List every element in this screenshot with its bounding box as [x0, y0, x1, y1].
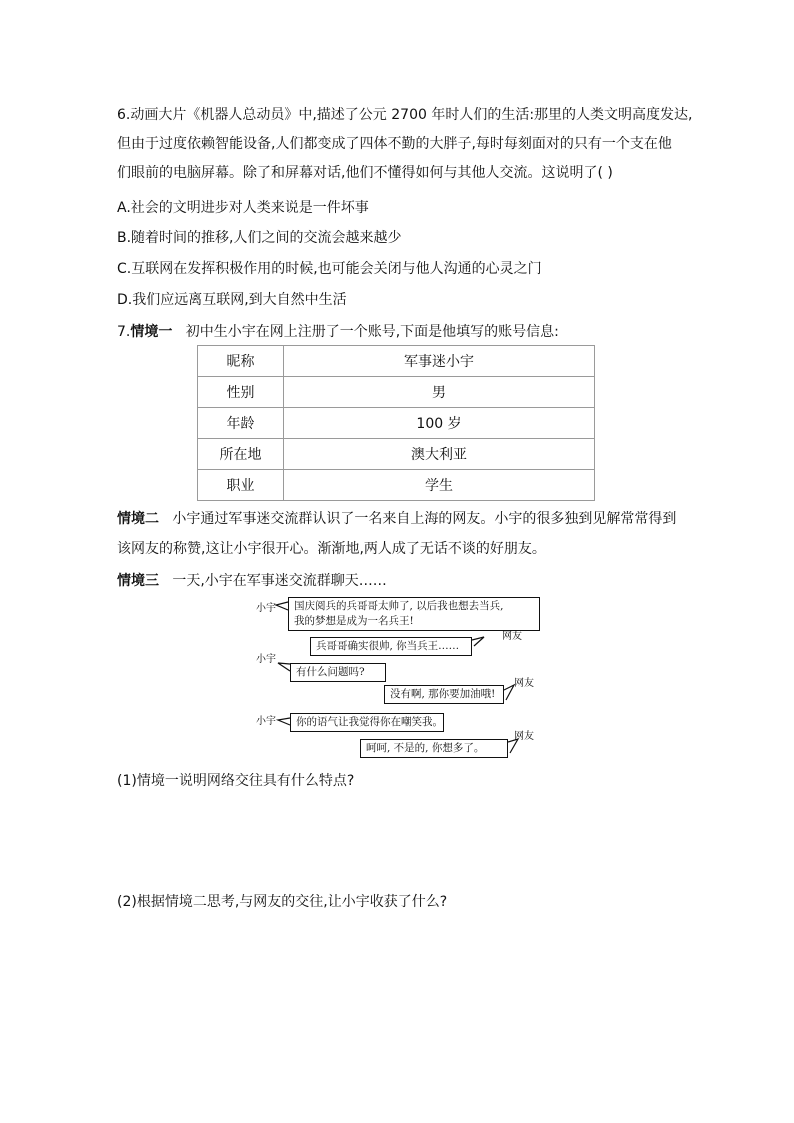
- q7-scenario-2-line-1: [117, 510, 676, 528]
- chat-message-line: 我的梦想是成为一名兵王!: [294, 615, 414, 627]
- chat-message: 你的语气让我觉得你在嘲笑我。: [290, 713, 444, 732]
- q7-number: 7.: [117, 324, 131, 340]
- table-value: 澳大利亚: [284, 439, 595, 470]
- account-info-table: [197, 345, 595, 501]
- table-row: [198, 470, 595, 501]
- chat-illustration: [254, 597, 544, 763]
- q6-option-a: A.社会的文明进步对人类来说是一件坏事: [117, 200, 369, 216]
- scenario-1-label: 情境一: [130, 324, 173, 340]
- q6-option-c: C.互联网在发挥积极作用的时候,也可能会关闭与他人沟通的心灵之门: [117, 261, 542, 277]
- scenario-3-text: 一天,小宇在军事迷交流群聊天……: [172, 573, 387, 589]
- table-key: 昵称: [198, 346, 284, 377]
- scenario-2-text-1: 小宇通过军事迷交流群认识了一名来自上海的网友。小宇的很多独到见解常常得到: [172, 511, 677, 527]
- speaker-netfriend: 网友: [514, 731, 534, 742]
- table-row: [198, 408, 595, 439]
- scenario-2-label: 情境二: [117, 511, 159, 527]
- q6-stem-line-1: 6.动画大片《机器人总动员》中,描述了公元 2700 年时人们的生活:那里的人类文明高度发达,: [117, 107, 693, 123]
- sub-question-1: (1)情境一说明网络交往具有什么特点?: [117, 773, 355, 789]
- table-row: [198, 377, 595, 408]
- q7-scenario-2-line-2: 该网友的称赞,这让小宇很开心。渐渐地,两人成了无话不谈的好朋友。: [117, 541, 546, 557]
- speaker-xiaoyu: 小宇: [256, 716, 276, 727]
- q6-option-b: B.随着时间的推移,人们之间的交流会越来越少: [117, 230, 402, 246]
- table-key: 所在地: [198, 439, 284, 470]
- q7-scenario-3: [117, 572, 387, 590]
- table-value: 学生: [284, 470, 595, 501]
- scenario-3-label: 情境三: [117, 573, 159, 589]
- scenario-1-text: 初中生小宇在网上注册了一个账号,下面是他填写的账号信息:: [185, 324, 559, 340]
- chat-message: [288, 597, 540, 631]
- speaker-netfriend: 网友: [502, 631, 522, 642]
- chat-message: 没有啊, 那你要加油哦!: [384, 685, 504, 704]
- chat-message: 呵呵, 不是的, 你想多了。: [360, 739, 508, 758]
- speaker-xiaoyu: 小宇: [256, 603, 276, 614]
- q6-option-d: D.我们应远离互联网,到大自然中生活: [117, 292, 347, 308]
- chat-message: 兵哥哥确实很帅, 你当兵王……: [310, 637, 472, 656]
- q6-stem-line-3: 们眼前的电脑屏幕。除了和屏幕对话,他们不懂得如何与其他人交流。这说明了( ): [117, 165, 613, 181]
- table-value: 100 岁: [284, 408, 595, 439]
- chat-message-line: 国庆阅兵的兵哥哥太帅了, 以后我也想去当兵,: [294, 600, 504, 612]
- table-key: 职业: [198, 470, 284, 501]
- chat-message: 有什么问题吗?: [290, 663, 386, 682]
- table-value: 军事迷小宇: [284, 346, 595, 377]
- table-key: 年龄: [198, 408, 284, 439]
- speaker-netfriend: 网友: [514, 678, 534, 689]
- speaker-xiaoyu: 小宇: [256, 654, 276, 665]
- sub-question-2: (2)根据情境二思考,与网友的交往,让小宇收获了什么?: [117, 894, 448, 910]
- table-row: [198, 346, 595, 377]
- table-key: 性别: [198, 377, 284, 408]
- q6-stem-line-2: 但由于过度依赖智能设备,人们都变成了四体不勤的大胖子,每时每刻面对的只有一个支在他: [117, 136, 672, 152]
- table-row: [198, 439, 595, 470]
- table-value: 男: [284, 377, 595, 408]
- q7-scenario-1: [117, 323, 559, 341]
